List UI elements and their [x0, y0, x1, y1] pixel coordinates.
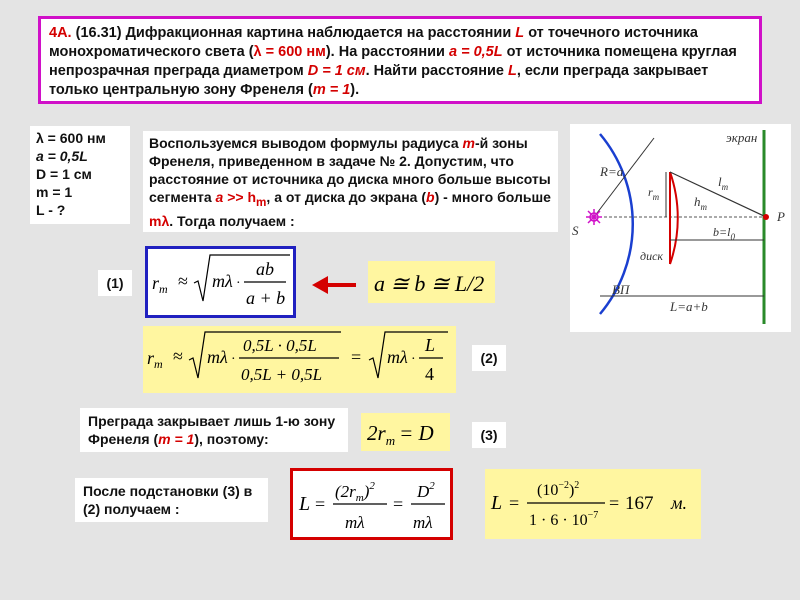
- problem-text: . Найти расстояние: [365, 63, 504, 79]
- expl-part: . Тогда получаем :: [169, 212, 295, 229]
- f3-text: $2r_m = D$: [367, 421, 434, 448]
- f4-num1: $(2r_m)^2$: [335, 480, 375, 504]
- given-item: D = 1 см: [36, 166, 92, 182]
- disk-label: диск: [640, 249, 664, 263]
- f2-approx: ≈: [173, 346, 183, 366]
- expl-var: a: [215, 189, 224, 205]
- f5-eq2: =: [609, 493, 620, 513]
- var-L: L: [515, 25, 525, 41]
- f2-den2: 4: [425, 364, 434, 384]
- f4-eq2: =: [393, 494, 404, 514]
- rm-label: $r_m$: [648, 185, 660, 202]
- f1-mlambda: mλ: [212, 271, 233, 291]
- b-label: $b=l_0$: [713, 225, 735, 242]
- f1-den: a + b: [246, 288, 286, 308]
- expl-var: >>: [223, 189, 248, 205]
- f2-num2: L: [425, 335, 436, 355]
- problem-number: 4А.: [49, 25, 72, 41]
- expl-var: mλ: [149, 212, 170, 229]
- problem-text: от источника помещена круглая непрозрачная преграда диаметром: [49, 44, 737, 79]
- eq3-label: (3): [472, 422, 506, 448]
- disk-segment: [670, 172, 678, 264]
- f4-den1: mλ: [345, 513, 365, 532]
- barrier-text: [80, 408, 348, 452]
- problem-text: от точечного источника монохроматического света (: [49, 25, 698, 60]
- f1-r: $r_m$: [152, 273, 168, 296]
- f5-den: $1 \cdot 6 \cdot 10^{-7}$: [529, 510, 599, 529]
- f5-L: L: [491, 492, 503, 514]
- problem-ref: (16.31): [75, 25, 122, 41]
- problem-text: , если преграда закрывает только центральную зону Френеля (: [49, 63, 709, 98]
- expl-part: -й зоны Френеля, приведенном в задаче № 2. Допустим, что расстояние от источника до диска много больше высоты сегмента: [149, 135, 551, 205]
- f2-den: 0,5L + 0,5L: [241, 365, 323, 384]
- given-item: λ = 600 нм: [36, 130, 106, 146]
- hm-label: $h_m$: [694, 194, 707, 212]
- f2-dot: ·: [231, 352, 236, 367]
- formula-5: [485, 469, 701, 539]
- source-star-icon: [586, 209, 602, 225]
- var-L: L: [508, 63, 517, 79]
- D-value: D = 1 см: [307, 63, 366, 79]
- f1-approx: ≈: [178, 271, 188, 291]
- given-item: L - ?: [36, 202, 66, 218]
- eq2-label: (2): [472, 345, 506, 371]
- f5-num: $(10^{-2})^2$: [537, 480, 580, 499]
- given-item: m = 1: [36, 184, 73, 200]
- given-item: a = 0,5L: [36, 148, 88, 164]
- formula-1-svg: [148, 249, 293, 315]
- eq1-label: (1): [98, 270, 132, 296]
- point-P: [763, 214, 769, 220]
- f4-L: L: [299, 493, 311, 515]
- formula-equal-svg: [368, 261, 495, 303]
- arrow-left-icon: [310, 270, 358, 300]
- formula-3: [361, 413, 450, 451]
- given-box: [30, 126, 130, 224]
- expl-part: , а от диска до экрана (: [266, 189, 426, 205]
- formula-2-svg: [143, 326, 456, 393]
- expl-var: m: [462, 135, 475, 151]
- formula-2: [143, 326, 456, 393]
- f5-result: 167: [625, 493, 654, 514]
- wave-label: ВП: [612, 282, 630, 297]
- a-value: a = 0,5L: [449, 44, 503, 60]
- f1-num: ab: [256, 259, 274, 279]
- expl-part: Воспользуемся выводом формулы радиуса: [149, 135, 463, 151]
- total-label: L=a+b: [670, 299, 708, 314]
- substitution-text: После подстановки (3) в (2) получаем :: [75, 478, 268, 522]
- lm-label: $l_m$: [718, 174, 729, 192]
- f2-dot2: ·: [411, 352, 416, 367]
- f2-r: $r_m$: [147, 348, 163, 371]
- f5-unit: м.: [671, 493, 687, 513]
- fresnel-diagram: [570, 124, 791, 332]
- f1-dot: ·: [236, 276, 241, 291]
- problem-statement: [38, 16, 762, 104]
- diagram-svg: [570, 124, 791, 332]
- screen-label: экран: [726, 130, 758, 145]
- formula-4-svg: [293, 471, 450, 537]
- f2-mlambda2: mλ: [387, 347, 408, 367]
- lambda-value: λ = 600 нм: [253, 44, 326, 60]
- expl-var: h: [247, 189, 257, 205]
- expl-part: ) - много больше: [434, 189, 551, 205]
- f-equal-text: a ≅ b ≅ L/2: [374, 271, 485, 296]
- barrier-part: Преграда закрывает лишь 1-ю зону Френеля (: [88, 413, 336, 447]
- explanation-text: [143, 131, 558, 232]
- expl-var: b: [426, 189, 435, 205]
- problem-text: ). На расстоянии: [325, 44, 445, 60]
- formula-4: [290, 468, 453, 540]
- problem-text: ).: [350, 82, 360, 98]
- f4-eq: =: [315, 494, 326, 514]
- m-value: m = 1: [312, 82, 351, 98]
- f2-num: 0,5L · 0,5L: [243, 336, 317, 355]
- R-label: R=a: [600, 164, 624, 179]
- P-label: P: [777, 209, 785, 224]
- formula-equal: [368, 261, 495, 303]
- barrier-m: m = 1: [158, 431, 195, 447]
- f2-mlambda: mλ: [207, 347, 228, 367]
- S-label: S: [572, 223, 579, 238]
- formula-5-svg: [485, 469, 701, 539]
- problem-text: Дифракционная картина наблюдается на расстоянии: [125, 25, 512, 41]
- barrier-part: ), поэтому:: [194, 431, 269, 447]
- f2-eq: =: [351, 347, 362, 367]
- expl-var: m: [256, 195, 267, 209]
- f4-den2: mλ: [413, 513, 433, 532]
- formula-3-svg: [361, 413, 450, 451]
- formula-1: [145, 246, 296, 318]
- f4-num2: $D^2$: [417, 480, 435, 501]
- f5-eq: =: [509, 493, 520, 513]
- f2-sqrt2: [369, 332, 448, 378]
